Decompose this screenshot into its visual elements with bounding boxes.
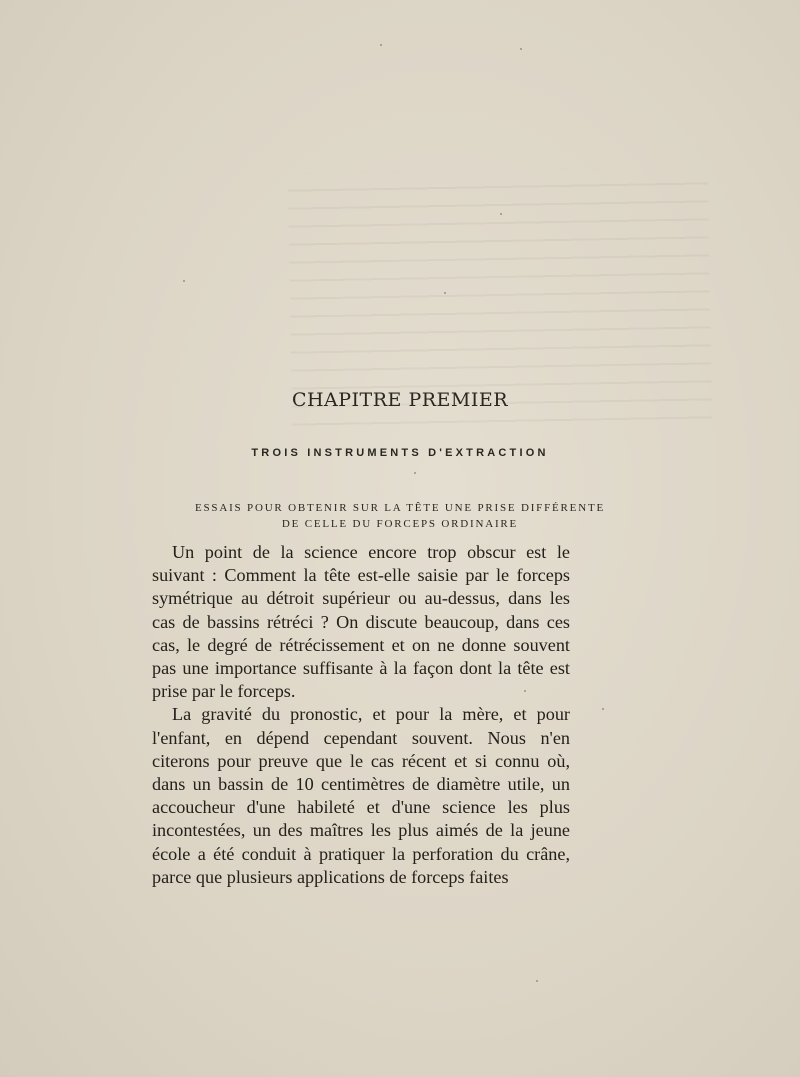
body-text bbox=[152, 541, 570, 889]
paper-speck bbox=[414, 472, 416, 474]
section-subtitle bbox=[0, 500, 800, 532]
paper-speck bbox=[500, 213, 502, 215]
section-title: TROIS INSTRUMENTS D'EXTRACTION bbox=[251, 447, 549, 459]
paper-speck bbox=[380, 44, 382, 46]
paper-speck bbox=[536, 980, 538, 982]
paragraph-1: Un point de la science encore trop obscur est le suivant : Comment la tête est-elle saisie par le forceps symétrique au détroit supérieur ou au-dessus, dans les cas de bassins rétréci ? On discute beaucoup, dans ces cas, le degré de rétrécissement et on ne donne souvent pas une importance suffisante à la façon dont la tête est prise par le forceps. bbox=[152, 542, 570, 702]
paper-speck bbox=[183, 280, 185, 282]
chapter-title: CHAPITRE PREMIER bbox=[291, 389, 509, 411]
subtitle-line-1: ESSAIS POUR OBTENIR SUR LA TÊTE UNE PRISE DIFFÉRENTE bbox=[195, 502, 605, 514]
paper-speck bbox=[444, 292, 446, 294]
subtitle-line-2: DE CELLE DU FORCEPS ORDINAIRE bbox=[281, 518, 519, 530]
paper-speck bbox=[520, 48, 522, 50]
paper-speck bbox=[524, 690, 526, 692]
paragraph-2: La gravité du pronostic, et pour la mère, et pour l'enfant, en dépend cependant souvent. Nous n'en citerons pour preuve que le cas récent et si connu où, dans un bassin de 10 centimètres de diamètre utile, un accoucheur d'une habileté et d'une science les plus incontestées, un des maîtres les plus aimés de la jeune école a été conduit à pratiquer la perforation du crâne, parce que plusieurs applications de forceps faites bbox=[152, 704, 570, 887]
paper-speck bbox=[602, 708, 604, 710]
